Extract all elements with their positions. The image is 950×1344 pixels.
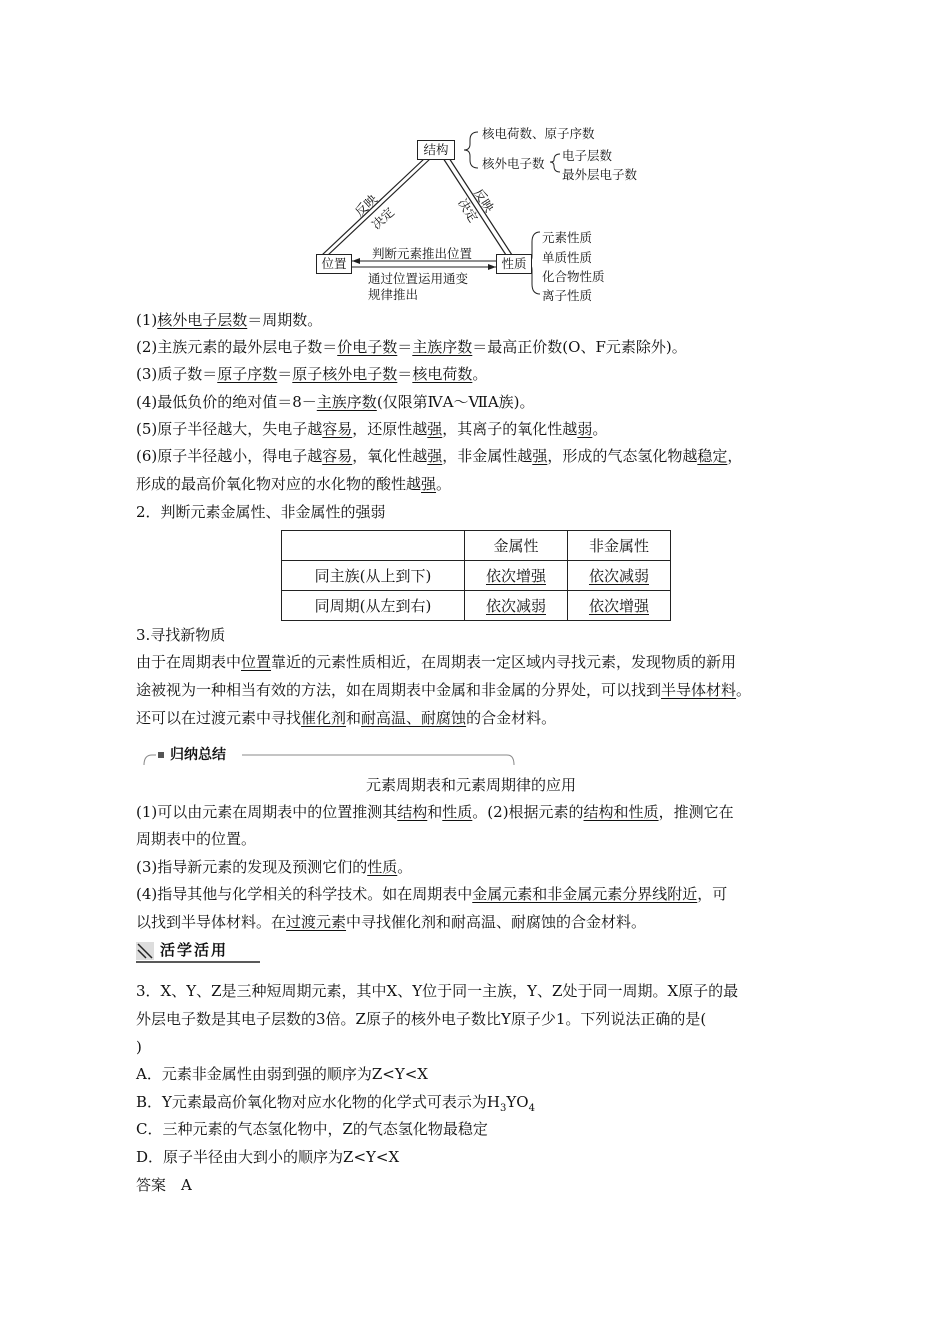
table-header-cell	[282, 531, 465, 561]
summary-line-3: (3)指导新元素的发现及预测它们的性质。	[136, 858, 413, 876]
diagram-right-reflect: 反映	[470, 185, 498, 215]
table-cell: 依次减弱	[568, 561, 671, 591]
diagram-lines	[0, 0, 950, 320]
table-header-row	[282, 531, 671, 561]
option-b: B．Y元素最高价氧化物对应水化物的化学式可表示为$H_3YO_4$	[136, 1093, 535, 1114]
diagram-prop-item-1: 元素性质	[542, 230, 593, 245]
summary-line-1: (1)可以由元素在周期表中的位置推测其结构和性质。(2)根据元素的结构和性质，推测它在	[136, 803, 734, 821]
question-line-2: 外层电子数是其电子层数的3倍。Z原子的核外电子数比Y原子少1。下列说法正确的是(	[136, 1010, 707, 1028]
diagram-node-property: 性质	[496, 254, 532, 274]
summary-title: 元素周期表和元素周期律的应用	[366, 776, 577, 794]
table-cell: 同周期(从左到右)	[282, 591, 465, 621]
diagram-arrow-label-low: 规律推出	[368, 287, 419, 302]
rule-2: (2)主族元素的最外层电子数＝价电子数＝主族序数＝最高正价数(O、F元素除外)。	[136, 338, 687, 356]
table-cell: 依次减弱	[465, 591, 568, 621]
summary-header	[142, 745, 517, 767]
question-line-3: )	[136, 1038, 142, 1056]
table-row	[282, 591, 671, 621]
diagram-node-position: 位置	[316, 254, 352, 274]
table-header-cell: 非金属性	[568, 531, 671, 561]
answer: 答案 A	[136, 1176, 192, 1194]
option-c: C．三种元素的气态氢化物中，Z的气态氢化物最稳定	[136, 1120, 488, 1138]
practice-header-label: 活学活用	[160, 941, 229, 959]
summary-line-5: 以找到半导体材料。在过渡元素中寻找催化剂和耐高温、耐腐蚀的合金材料。	[136, 913, 647, 931]
section-2-title: 2．判断元素金属性、非金属性的强弱	[136, 503, 386, 521]
rule-4: (4)最低负价的绝对值＝8－主族序数(仅限第ⅣA～ⅦA族)。	[136, 393, 535, 411]
diagram-right-decide: 决定	[454, 195, 482, 225]
summary-line-2: 周期表中的位置。	[136, 830, 257, 848]
rule-6: (6)原子半径越小，得电子越容易，氧化性越强，非金属性越强，形成的气态氢化物越稳定，	[136, 447, 743, 465]
section-3-para-3: 还可以在过渡元素中寻找催化剂和耐高温、耐腐蚀的合金材料。	[136, 709, 557, 727]
diagram-left-decide: 决定	[368, 204, 398, 233]
diagram-arrow-label-mid: 通过位置运用通变	[368, 271, 469, 286]
diagram-prop-item-2: 单质性质	[542, 250, 593, 265]
rule-5: (5)原子半径越大，失电子越容易，还原性越强，其离子的氧化性越弱。	[136, 420, 608, 438]
diagram-struct-item-2: 核外电子数	[482, 156, 545, 171]
comparison-table	[281, 530, 671, 621]
table-cell: 依次增强	[568, 591, 671, 621]
rule-6-cont: 形成的最高价氧化物对应的水化物的酸性越强。	[136, 475, 452, 493]
table-cell: 同主族(从上到下)	[282, 561, 465, 591]
diagram-node-structure: 结构	[417, 140, 455, 160]
rule-3: (3)质子数＝原子序数＝原子核外电子数＝核电荷数。	[136, 365, 488, 383]
question-line-1: 3．X、Y、Z是三种短周期元素，其中X、Y位于同一主族，Y、Z处于同一周期。X原子的最	[136, 982, 739, 1000]
diagram-struct-item-3: 电子层数	[562, 148, 613, 163]
option-d: D．原子半径由大到小的顺序为Z<Y<X	[136, 1148, 400, 1166]
summary-line-4: (4)指导其他与化学相关的科学技术。如在周期表中金属元素和非金属元素分界线附近，可	[136, 885, 728, 903]
diagram-struct-item-4: 最外层电子数	[562, 167, 638, 182]
option-a: A．元素非金属性由弱到强的顺序为Z<Y<X	[136, 1065, 428, 1083]
section-3-title: 3.寻找新物质	[136, 626, 226, 644]
section-3-para-2: 途被视为一种相当有效的方法，如在周期表中金属和非金属的分界处，可以找到半导体材料。	[136, 681, 752, 699]
section-3-para-1: 由于在周期表中位置靠近的元素性质相近，在周期表一定区域内寻找元素，发现物质的新用	[136, 653, 737, 671]
rule-1: (1)核外电子层数＝周期数。	[136, 311, 323, 329]
diagram-left-reflect: 反映	[351, 191, 381, 220]
diagram-arrow-label-top: 判断元素推出位置	[372, 246, 473, 261]
diagram-struct-item-1: 核电荷数、原子序数	[482, 126, 595, 141]
summary-header-label: 归纳总结	[170, 747, 226, 763]
table-cell: 依次增强	[465, 561, 568, 591]
diagram-prop-item-4: 离子性质	[542, 288, 593, 303]
practice-header	[136, 940, 260, 964]
table-row	[282, 561, 671, 591]
table-header-cell: 金属性	[465, 531, 568, 561]
diagram-prop-item-3: 化合物性质	[542, 269, 605, 284]
